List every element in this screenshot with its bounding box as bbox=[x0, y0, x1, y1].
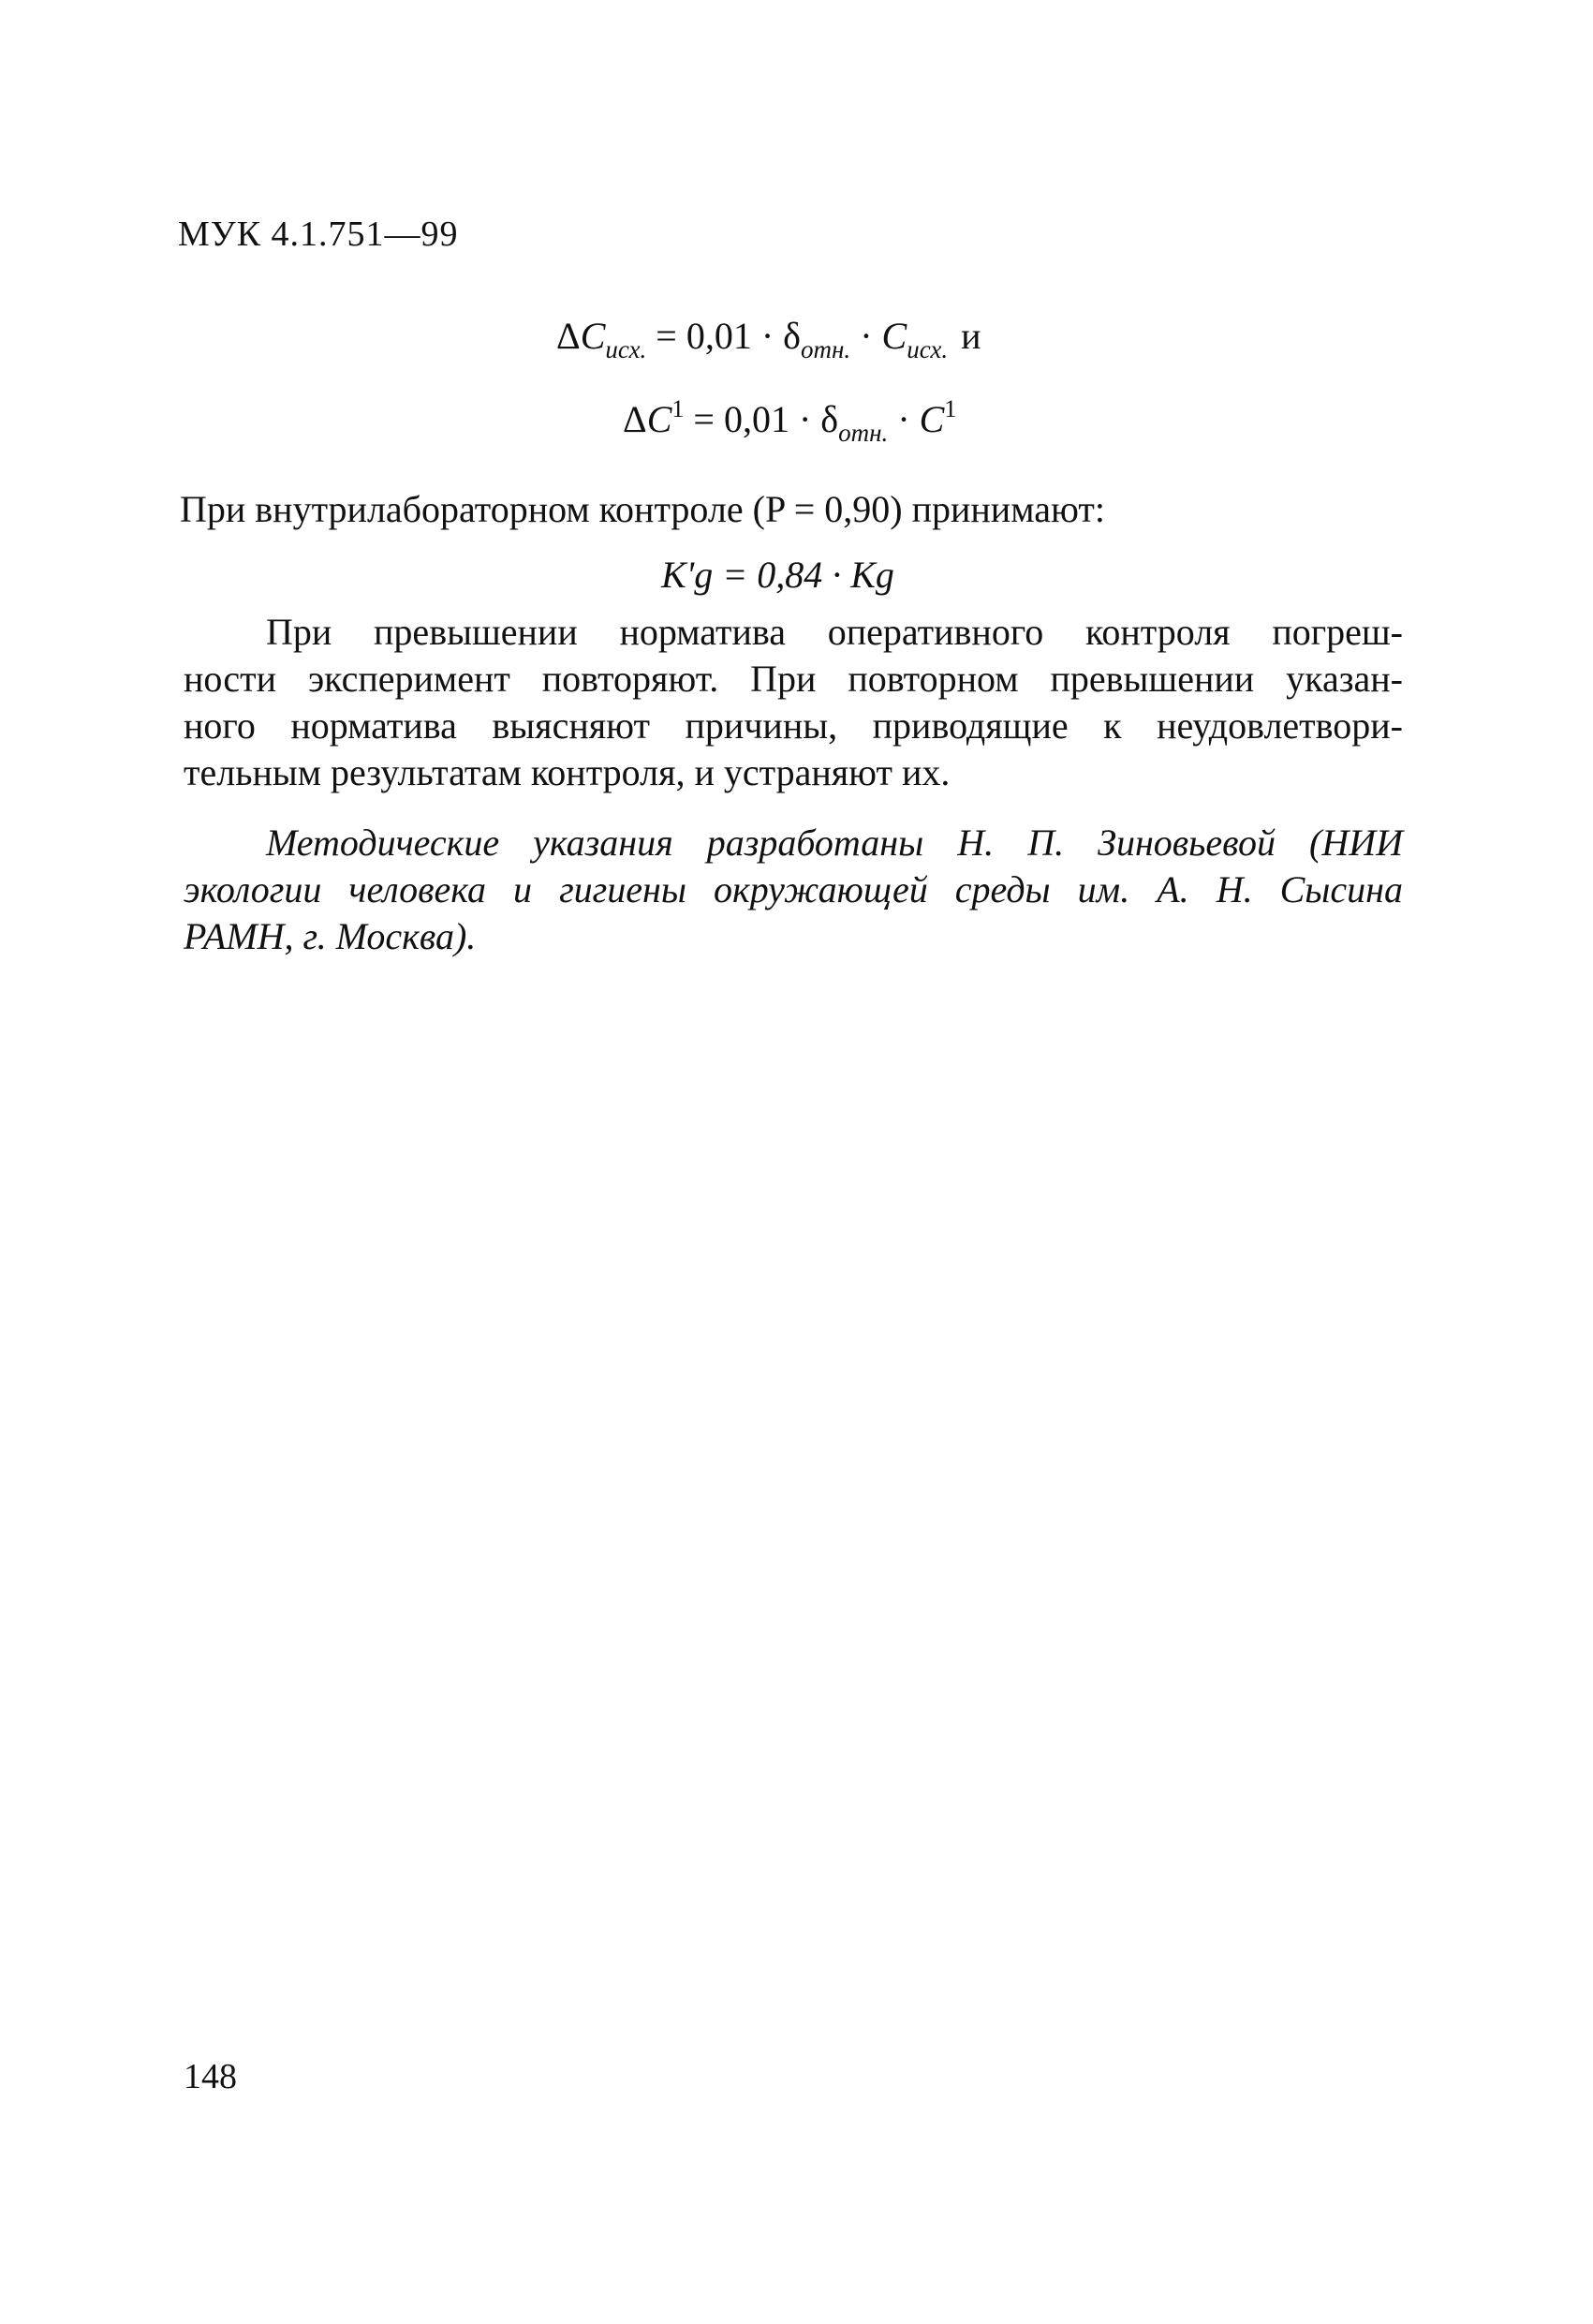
c-symbol: C bbox=[646, 398, 672, 440]
formula-delta-c-one bbox=[623, 395, 957, 447]
c-subscript: исх. bbox=[605, 335, 647, 363]
paragraph-line: тельным результатам контроля, и устраняют их. bbox=[184, 751, 951, 793]
document-code-header: МУК 4.1.751—99 bbox=[178, 215, 459, 254]
conjunction: и bbox=[961, 315, 981, 357]
c2-symbol: C bbox=[881, 315, 907, 357]
multiply-dot: · bbox=[850, 315, 882, 357]
multiply-dot: · bbox=[888, 398, 920, 440]
page-number: 148 bbox=[184, 2057, 237, 2096]
body-paragraph bbox=[184, 609, 1403, 796]
c2-superscript: 1 bbox=[944, 395, 957, 422]
credits-line: Методические указания разработаны Н. П. Зиновьевой (НИИ bbox=[266, 822, 1403, 864]
formula-delta-c-initial bbox=[556, 314, 981, 363]
c2-symbol: C bbox=[919, 398, 945, 440]
equals-coefficient: = 0,01 · δ bbox=[646, 315, 802, 357]
delta-subscript: отн. bbox=[838, 419, 889, 447]
intralab-control-text: При внутрилабораторном контроле (P = 0,90) принимают: bbox=[180, 488, 1105, 530]
equals-coefficient: = 0,01 · δ bbox=[684, 398, 839, 440]
credits-line: экологии человека и гигиены окружающей среды им. А. Н. Сысина bbox=[184, 868, 1403, 910]
c-superscript: 1 bbox=[671, 395, 685, 422]
delta-symbol: Δ bbox=[623, 398, 647, 440]
c2-subscript: исх. bbox=[907, 335, 949, 363]
delta-subscript: отн. bbox=[801, 335, 851, 363]
paragraph-line: ности эксперимент повторяют. При повторном превышении указан- bbox=[184, 658, 1403, 700]
formula-kg: K'g = 0,84 · Kg bbox=[661, 554, 894, 596]
paragraph-line: При превышении норматива оперативного контроля погреш- bbox=[266, 611, 1403, 653]
credits-line: РАМН, г. Москва). bbox=[184, 915, 477, 957]
c-symbol: C bbox=[580, 315, 606, 357]
credits-paragraph bbox=[184, 820, 1403, 960]
paragraph-line: ного норматива выясняют причины, приводящие к неудовлетвори- bbox=[184, 704, 1403, 747]
delta-symbol: Δ bbox=[556, 315, 581, 357]
